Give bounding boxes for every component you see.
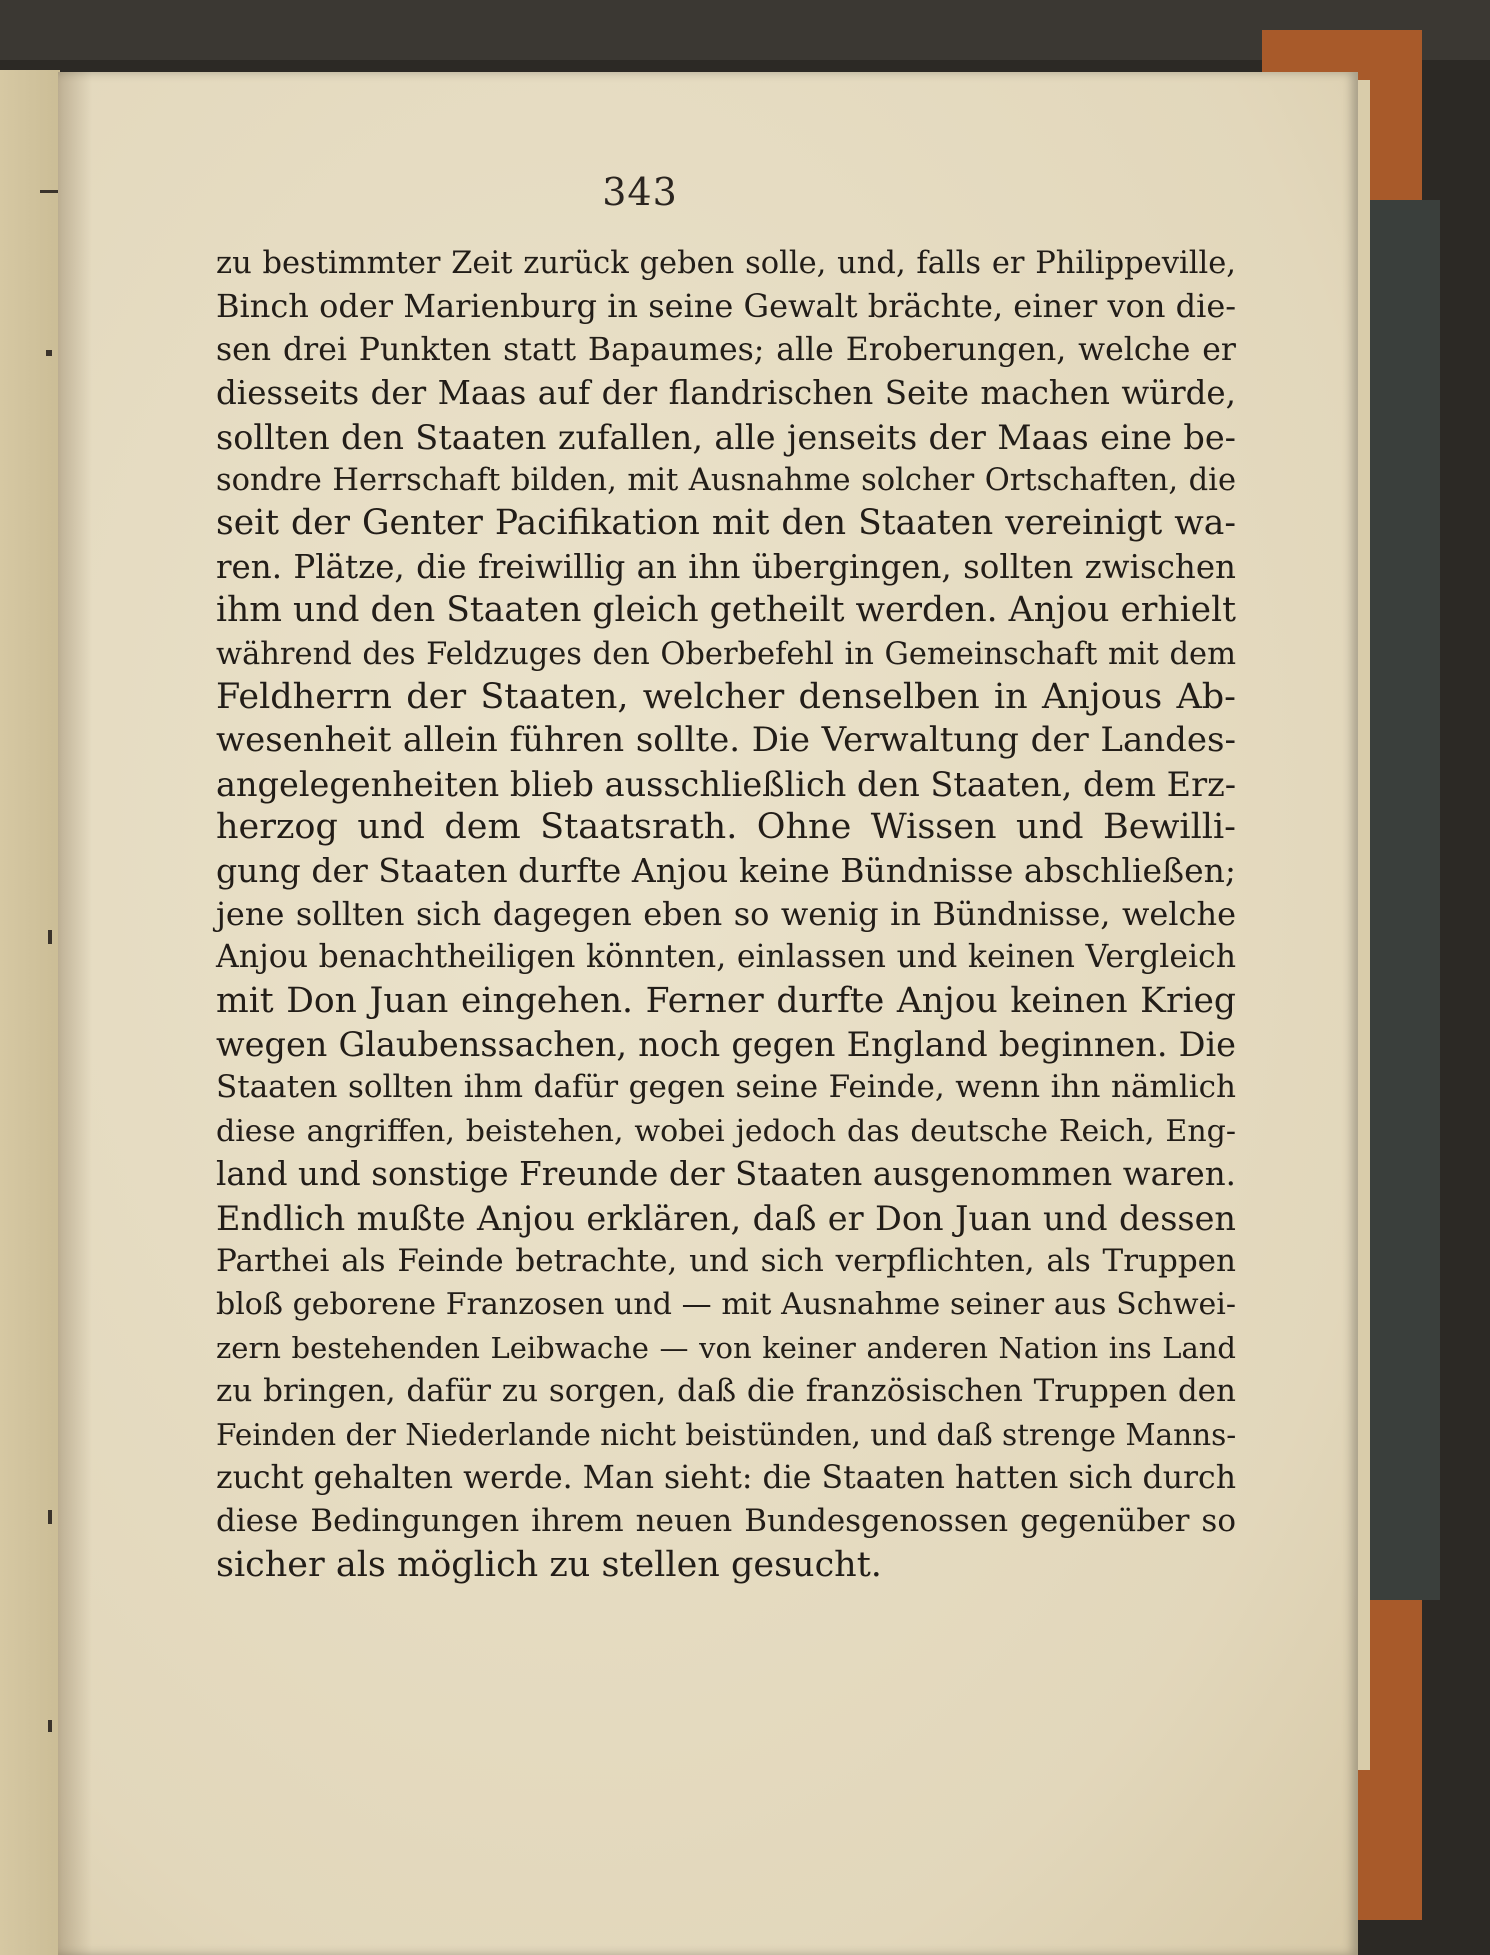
text-line: herzog und dem Staatsrath. Ohne Wissen und Bewilli- bbox=[216, 807, 1236, 848]
text-line: zu bestimmter Zeit zurück geben solle, und, falls er Philippeville, bbox=[216, 246, 1236, 281]
text-line: Anjou benachtheiligen könnten, einlassen und keinen Vergleich bbox=[216, 939, 1236, 976]
text-line: jene sollten sich dagegen eben so wenig in Bündnisse, welche bbox=[216, 894, 1236, 933]
text-line: während des Feldzuges den Oberbefehl in Gemeinschaft mit dem bbox=[216, 636, 1236, 672]
text-line: diese Bedingungen ihrem neuen Bundesgenossen gegenüber so bbox=[216, 1503, 1236, 1540]
text-line: sen drei Punkten statt Bapaumes; alle Eroberungen, welche er bbox=[216, 331, 1236, 368]
book-spine-shadow bbox=[1360, 200, 1440, 1600]
text-line: Feinden der Niederlande nicht beistünden, und daß strenge Manns- bbox=[216, 1417, 1237, 1452]
text-line: wegen Glaubenssachen, noch gegen England beginnen. Die bbox=[216, 1025, 1236, 1065]
text-line: land und sonstige Freunde der Staaten ausgenommen waren. bbox=[216, 1155, 1236, 1194]
facing-page-edge bbox=[0, 70, 60, 1955]
text-line: ihm und den Staaten gleich getheilt werden. Anjou erhielt bbox=[216, 590, 1236, 631]
text-line: diesseits der Maas auf der flandrischen Seite machen würde, bbox=[216, 374, 1236, 413]
text-line: angelegenheiten blieb ausschließlich den Staaten, dem Erz- bbox=[216, 764, 1237, 804]
margin-mark bbox=[48, 930, 52, 944]
text-line: mit Don Juan eingehen. Ferner durfte Anjou keinen Krieg bbox=[216, 980, 1236, 1021]
text-line: seit der Genter Pacifikation mit den Staaten vereinigt wa- bbox=[216, 503, 1236, 544]
text-line: Staaten sollten ihm dafür gegen seine Feinde, wenn ihn nämlich bbox=[216, 1069, 1236, 1106]
text-line: wesenheit allein führen sollte. Die Verwaltung der Landes- bbox=[216, 720, 1236, 761]
margin-mark bbox=[48, 1510, 52, 1524]
text-line: bloß geborene Franzosen und — mit Ausnahme seiner aus Schwei- bbox=[216, 1287, 1236, 1323]
text-line: Endlich mußte Anjou erklären, daß er Don Juan und dessen bbox=[216, 1198, 1236, 1238]
book-page bbox=[58, 72, 1358, 1955]
text-line: Parthei als Feinde betrachte, und sich verpflichten, als Truppen bbox=[216, 1242, 1236, 1279]
text-line: zucht gehalten werde. Man sieht: die Staaten hatten sich durch bbox=[216, 1459, 1236, 1496]
text-line: gung der Staaten durfte Anjou keine Bündnisse abschließen; bbox=[216, 851, 1236, 891]
page-gutter-shadow bbox=[58, 72, 92, 1955]
text-line: ren. Plätze, die freiwillig an ihn übergingen, sollten zwischen bbox=[216, 547, 1236, 586]
margin-mark bbox=[46, 350, 52, 356]
text-line: zern bestehenden Leibwache — von keiner anderen Nation ins Land bbox=[216, 1330, 1236, 1365]
text-line: Feldherrn der Staaten, welcher denselben in Anjous Ab- bbox=[216, 676, 1236, 717]
text-line: sondre Herrschaft bilden, mit Ausnahme solcher Ortschaften, die bbox=[216, 462, 1236, 498]
text-line: zu bringen, dafür zu sorgen, daß die französischen Truppen den bbox=[216, 1373, 1236, 1410]
text-line: diese angriffen, beistehen, wobei jedoch das deutsche Reich, Eng- bbox=[216, 1113, 1236, 1149]
body-text bbox=[216, 242, 1236, 1587]
margin-mark bbox=[48, 1720, 52, 1732]
text-line: Binch oder Marienburg in seine Gewalt brächte, einer von die- bbox=[216, 287, 1237, 326]
page-number: 343 bbox=[602, 170, 678, 214]
text-line: sollten den Staaten zufallen, alle jenseits der Maas eine be- bbox=[216, 417, 1236, 457]
text-line: sicher als möglich zu stellen gesucht. bbox=[216, 1544, 882, 1585]
